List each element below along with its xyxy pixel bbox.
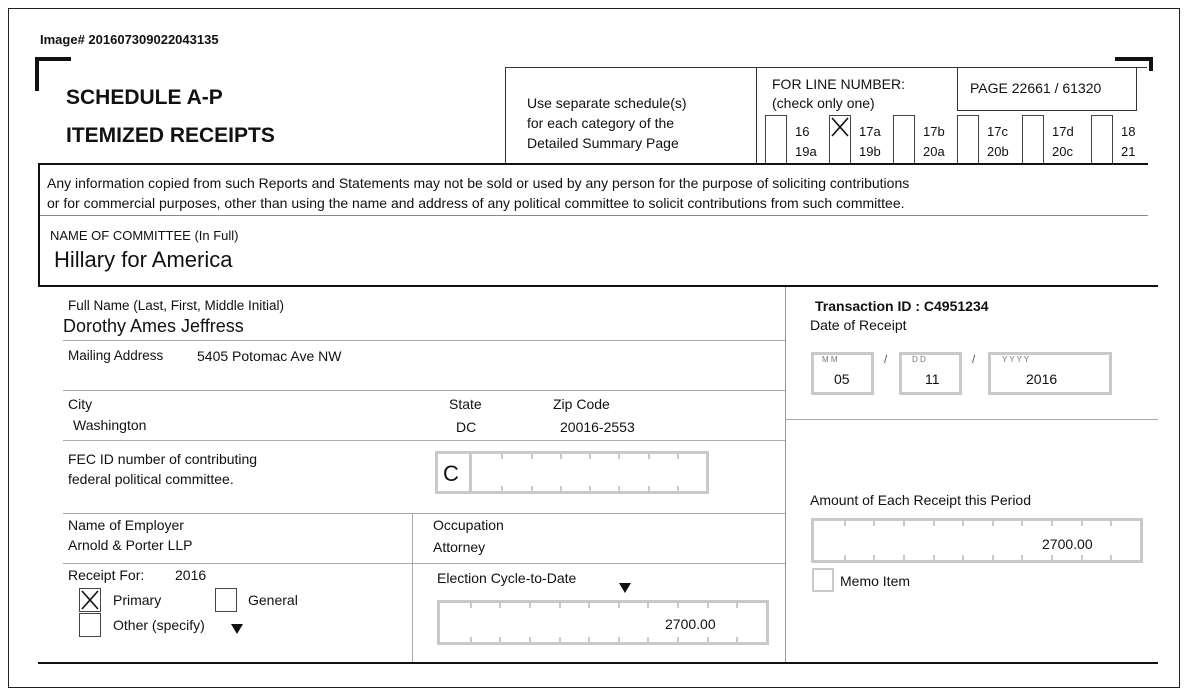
month-value: 05 [834, 371, 850, 387]
employer-label: Name of Employer [68, 517, 184, 533]
line-checkbox-16[interactable] [765, 115, 787, 139]
notice-line-2: or for commercial purposes, other than using the name and address of any political committee to solicit contributions from such committee. [47, 195, 905, 211]
general-label: General [248, 592, 298, 608]
segment-tick [962, 521, 964, 526]
occupation-value: Attorney [433, 539, 486, 555]
line-label-20c: 20c [1052, 144, 1073, 159]
segment-tick [531, 454, 533, 459]
line-label-17c: 17c [987, 124, 1008, 139]
general-checkbox[interactable] [215, 588, 237, 612]
segment-tick [1110, 521, 1112, 526]
instruction-line-3: Detailed Summary Page [527, 135, 679, 151]
year-value: 2016 [1026, 371, 1058, 387]
fec-label-1: FEC ID number of contributing [68, 451, 258, 467]
check-x-icon [80, 589, 100, 611]
corner-bracket-right-v [1149, 57, 1153, 71]
segment-tick [501, 454, 503, 459]
segment-tick [1021, 555, 1023, 560]
fec-id-input[interactable] [435, 451, 709, 494]
segment-tick [529, 637, 531, 642]
state-value: DC [456, 419, 477, 435]
segment-tick [531, 486, 533, 491]
schedule-title: SCHEDULE A-P [66, 86, 223, 109]
segment-tick [873, 555, 875, 560]
zip-label: Zip Code [553, 396, 610, 412]
page-number: PAGE 22661 / 61320 [970, 80, 1102, 96]
day-value: 11 [925, 371, 940, 387]
segment-tick [1081, 521, 1083, 526]
line-number-hint: (check only one) [772, 95, 875, 111]
notice-line-1: Any information copied from such Reports and Statements may not be sold or used by any person for the purpose of soliciting contributions [47, 175, 910, 191]
other-checkbox[interactable] [79, 613, 101, 637]
receipt-for-label: Receipt For: [68, 567, 145, 583]
segment-tick [470, 603, 472, 608]
segment-tick [736, 637, 738, 642]
corner-bracket-left-h [35, 57, 71, 61]
segment-tick [529, 603, 531, 608]
segment-tick [559, 637, 561, 642]
primary-label: Primary [113, 592, 162, 608]
line-checkbox-17b[interactable] [893, 115, 915, 139]
segment-tick [588, 637, 590, 642]
segment-tick [992, 555, 994, 560]
segment-tick [560, 454, 562, 459]
instruction-line-2: for each category of the [527, 115, 675, 131]
line-checkbox-17c[interactable] [957, 115, 979, 139]
segment-tick [677, 603, 679, 608]
line-label-17a: 17a [859, 124, 881, 139]
address-value: 5405 Potomac Ave NW [197, 348, 342, 364]
amount-input[interactable] [811, 518, 1143, 563]
line-checkbox-19a[interactable] [765, 139, 787, 163]
line-label-17b: 17b [923, 124, 945, 139]
corner-bracket-left-v [35, 57, 39, 91]
day-hint: D D [912, 355, 926, 364]
segment-tick [1021, 521, 1023, 526]
segment-tick [618, 454, 620, 459]
cycle-amount: 2700.00 [665, 616, 716, 632]
date-slash-2: / [972, 352, 976, 366]
state-label: State [449, 396, 482, 412]
segment-tick [647, 603, 649, 608]
segment-tick [618, 637, 620, 642]
cycle-amount-input[interactable] [437, 600, 769, 645]
full-name-value: Dorothy Ames Jeffress [63, 316, 244, 336]
primary-checkbox[interactable] [79, 588, 101, 612]
line-checkbox-20b[interactable] [957, 139, 979, 163]
date-slash-1: / [884, 352, 888, 366]
image-id: Image# 201607309022043135 [40, 32, 219, 47]
employer-value: Arnold & Porter LLP [68, 537, 193, 553]
segment-tick [501, 486, 503, 491]
committee-label: NAME OF COMMITTEE (In Full) [50, 228, 239, 243]
segment-tick [588, 603, 590, 608]
cycle-arrow-icon [619, 583, 631, 593]
line-checkbox-21[interactable] [1091, 139, 1113, 163]
segment-tick [647, 637, 649, 642]
memo-checkbox[interactable] [812, 568, 834, 592]
line-checkbox-19b[interactable] [829, 139, 851, 163]
segment-tick [1110, 555, 1112, 560]
city-value: Washington [73, 417, 147, 433]
fec-label-2: federal political committee. [68, 471, 234, 487]
amount-value: 2700.00 [1042, 536, 1093, 552]
segment-tick [1051, 521, 1053, 526]
segment-tick [470, 637, 472, 642]
line-label-18: 18 [1121, 124, 1136, 139]
segment-tick [736, 603, 738, 608]
other-label: Other (specify) [113, 617, 205, 633]
segment-tick [844, 555, 846, 560]
line-number-label: FOR LINE NUMBER: [772, 76, 906, 92]
segment-tick [1051, 555, 1053, 560]
segment-tick [707, 637, 709, 642]
segment-tick [903, 555, 905, 560]
line-label-17d: 17d [1052, 124, 1074, 139]
line-label-19a: 19a [795, 144, 817, 159]
segment-tick [559, 603, 561, 608]
line-checkbox-17a[interactable] [829, 115, 851, 139]
segment-tick [648, 486, 650, 491]
line-label-20a: 20a [923, 144, 945, 159]
line-checkbox-20c[interactable] [1022, 139, 1044, 163]
occupation-label: Occupation [433, 517, 504, 533]
segment-tick [648, 454, 650, 459]
fec-prefix: C [443, 461, 459, 486]
segment-tick [499, 603, 501, 608]
segment-tick [677, 486, 679, 491]
segment-tick [677, 454, 679, 459]
line-checkbox-18[interactable] [1091, 115, 1113, 139]
segment-tick [618, 603, 620, 608]
line-label-20b: 20b [987, 144, 1009, 159]
city-label: City [68, 396, 93, 412]
month-hint: M M [822, 355, 838, 364]
segment-tick [933, 555, 935, 560]
schedule-subtitle: ITEMIZED RECEIPTS [66, 124, 275, 147]
segment-tick [618, 486, 620, 491]
segment-tick [903, 521, 905, 526]
line-label-19b: 19b [859, 144, 881, 159]
segment-tick [707, 603, 709, 608]
segment-tick [962, 555, 964, 560]
corner-bracket-right-h [1115, 57, 1153, 61]
line-checkbox-17d[interactable] [1022, 115, 1044, 139]
instruction-line-1: Use separate schedule(s) [527, 95, 687, 111]
receipt-for-year: 2016 [175, 567, 207, 583]
amount-label: Amount of Each Receipt this Period [810, 492, 1032, 508]
date-label: Date of Receipt [810, 317, 907, 333]
segment-tick [560, 486, 562, 491]
segment-tick [677, 637, 679, 642]
cycle-label: Election Cycle-to-Date [437, 570, 577, 586]
memo-label: Memo Item [840, 573, 911, 589]
zip-value: 20016-2553 [560, 419, 635, 435]
segment-tick [992, 521, 994, 526]
segment-tick [589, 454, 591, 459]
line-label-21: 21 [1121, 144, 1136, 159]
year-hint: Y Y Y Y [1002, 355, 1030, 364]
segment-tick [1081, 555, 1083, 560]
segment-tick [844, 521, 846, 526]
full-name-label: Full Name (Last, First, Middle Initial) [68, 298, 285, 313]
committee-name: Hillary for America [54, 247, 233, 272]
line-label-16: 16 [795, 124, 810, 139]
dropdown-arrow-icon [231, 624, 243, 634]
transaction-id: Transaction ID : C4951234 [815, 298, 989, 314]
segment-tick [499, 637, 501, 642]
segment-tick [933, 521, 935, 526]
address-label: Mailing Address [68, 348, 164, 363]
segment-tick [873, 521, 875, 526]
check-x-icon [830, 116, 850, 138]
segment-tick [589, 486, 591, 491]
line-checkbox-20a[interactable] [893, 139, 915, 163]
